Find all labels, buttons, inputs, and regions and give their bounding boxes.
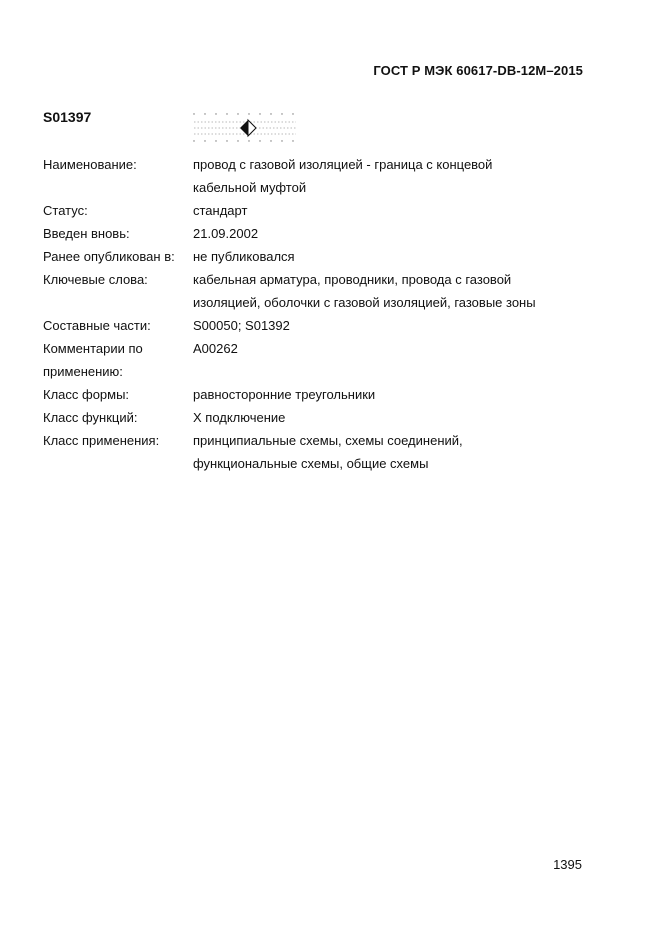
field-row (43, 429, 603, 475)
field-label: Составные части: (43, 318, 151, 333)
field-row (43, 199, 603, 222)
value-line: X подключение (193, 410, 286, 425)
page-number: 1395 (553, 857, 582, 872)
field-label: Наименование: (43, 157, 137, 172)
value-line: S00050; S01392 (193, 318, 290, 333)
value-line: не публиковался (193, 249, 295, 264)
field-label: Ранее опубликован в: (43, 249, 175, 264)
field-value (193, 153, 603, 199)
value-line: принципиальные схемы, схемы соединений, (193, 433, 463, 448)
field-row (43, 222, 603, 245)
symbol-code: S01397 (43, 109, 92, 125)
field-label: Класс функций: (43, 410, 138, 425)
value-line: кабельная арматура, проводники, провода с газовой (193, 272, 512, 287)
attribute-table (43, 153, 603, 475)
label-line: Комментарии по (43, 341, 143, 356)
field-label (43, 337, 193, 383)
field-row (43, 268, 603, 314)
label-line: применению: (43, 364, 123, 379)
cable-termination-icon (192, 112, 302, 152)
value-line: A00262 (193, 341, 238, 356)
value-line: кабельной муфтой (193, 180, 307, 195)
field-value (193, 222, 603, 245)
field-value (193, 429, 603, 475)
field-value (193, 337, 603, 383)
field-row (43, 153, 603, 199)
field-label: Класс применения: (43, 433, 160, 448)
field-row (43, 406, 603, 429)
field-row (43, 245, 603, 268)
field-label: Введен вновь: (43, 226, 130, 241)
termination-triangles (240, 120, 256, 136)
field-value (193, 245, 603, 268)
value-line: 21.09.2002 (193, 226, 259, 241)
field-row (43, 337, 603, 383)
value-line: равносторонние треугольники (193, 387, 376, 402)
field-value (193, 268, 603, 314)
document-header: ГОСТ Р МЭК 60617-DB-12M–2015 (373, 63, 583, 78)
field-value (193, 383, 603, 406)
field-value (193, 199, 603, 222)
field-label: Ключевые слова: (43, 272, 148, 287)
value-line: функциональные схемы, общие схемы (193, 456, 429, 471)
field-label: Статус: (43, 203, 88, 218)
field-value (193, 406, 603, 429)
field-value (193, 314, 603, 337)
field-label: Класс формы: (43, 387, 130, 402)
field-row (43, 383, 603, 406)
field-row (43, 314, 603, 337)
value-line: провод с газовой изоляцией - граница с концевой (193, 157, 493, 172)
value-line: стандарт (193, 203, 248, 218)
value-line: изоляцией, оболочки с газовой изоляцией, газовые зоны (193, 295, 536, 310)
